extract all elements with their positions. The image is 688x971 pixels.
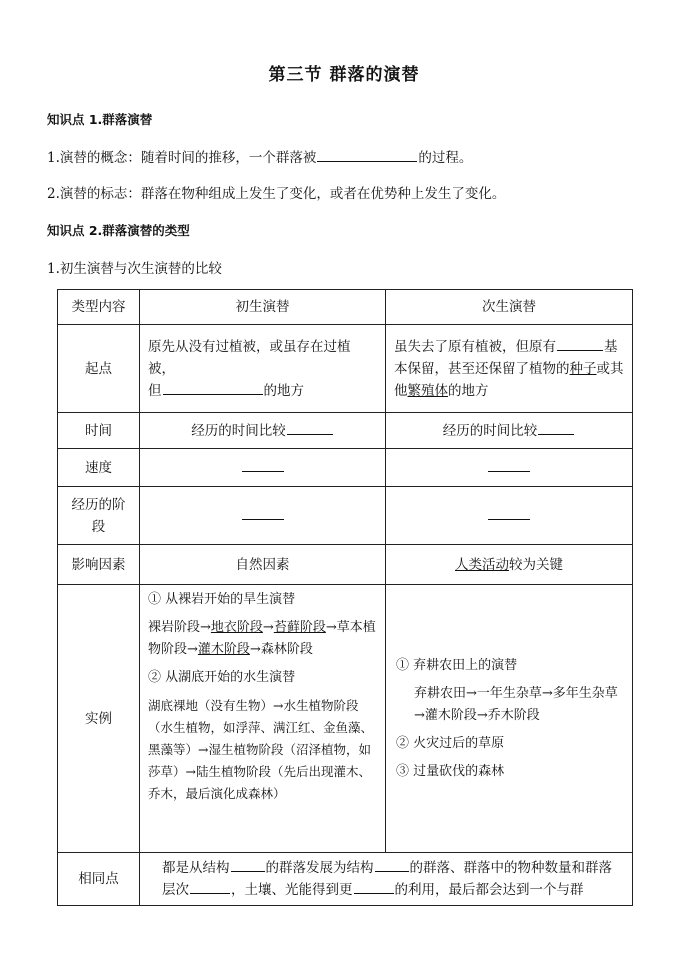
time-secondary-blank: [538, 420, 574, 435]
same-blank-2: [375, 857, 409, 872]
knowledge-point-1: 知识点 1.群落演替: [47, 112, 153, 127]
example-primary-2-title: ② 从湖底开始的水生演替: [148, 670, 296, 685]
same-blank-3: [190, 879, 230, 894]
row-speed: [58, 449, 633, 487]
header-primary: 初生演替: [140, 290, 386, 325]
row-stages: [58, 487, 633, 545]
label-start: 起点: [58, 325, 140, 413]
label-example: 实例: [58, 585, 140, 853]
label-stages: 经历的阶段: [58, 487, 140, 545]
example-secondary-3: ③ 过量砍伐的森林: [396, 763, 505, 779]
label-same: 相同点: [58, 853, 140, 906]
stages-secondary-blank: [488, 505, 530, 520]
time-primary-blank: [287, 420, 333, 435]
table-header-row: [58, 290, 633, 325]
stages-primary: [140, 487, 386, 545]
row-factors: [58, 545, 633, 585]
seed-term: 种子: [569, 360, 597, 377]
speed-primary-blank: [242, 457, 284, 472]
speed-secondary-blank: [488, 457, 530, 472]
start-primary-blank: [163, 380, 263, 395]
example-primary-1-title: ① 从裸岩开始的旱生演替: [148, 592, 296, 607]
row-example: [58, 585, 633, 853]
factors-secondary: 人类活动较为关键: [386, 545, 633, 585]
knowledge-point-2: 知识点 2.群落演替的类型: [47, 223, 190, 238]
example-secondary-2: ② 火灾过后的草原: [396, 735, 505, 751]
label-factors: 影响因素: [58, 545, 140, 585]
example-secondary-1-title: ① 弃耕农田上的演替: [396, 657, 518, 673]
sign-line: 2.演替的标志：群落在物种组成上发生了变化，或者在优势种上发生了变化。: [47, 186, 506, 202]
example-secondary: [386, 585, 633, 853]
row-start: [58, 325, 633, 413]
time-secondary: 经历的时间比较: [386, 413, 633, 449]
example-primary: [140, 585, 386, 853]
same-text: 都是从结构 的群落发展为结构 的群落、群落中的物种数量和群落层次 ，土壤、光能得到更 的利用，最后都会达到一个与群: [140, 853, 633, 906]
stages-primary-blank: [242, 505, 284, 520]
row-same: [58, 853, 633, 906]
concept-suffix: 的过程。: [418, 150, 473, 166]
comparison-table: [57, 289, 633, 906]
page-title: 第三节 群落的演替: [268, 65, 420, 85]
concept-blank: [317, 147, 417, 162]
factors-primary: 自然因素: [140, 545, 386, 585]
speed-secondary: [386, 449, 633, 487]
time-primary: 经历的时间比较: [140, 413, 386, 449]
compare-title: 1.初生演替与次生演替的比较: [47, 261, 222, 277]
same-blank-1: [231, 857, 265, 872]
speed-primary: [140, 449, 386, 487]
label-time: 时间: [58, 413, 140, 449]
example-secondary-1-text: 弃耕农田→一年生杂草→多年生杂草→灌木阶段→乔木阶段: [414, 685, 618, 723]
label-speed: 速度: [58, 449, 140, 487]
concept-line: [47, 146, 472, 166]
start-primary: [140, 325, 386, 413]
concept-prefix: 1.演替的概念：随着时间的推移，一个群落被: [47, 150, 317, 166]
example-primary-2-text: 湖底裸地（没有生物）→水生植物阶段（水生植物，如浮萍、满江红、金鱼藻、黑藻等）→湿生植物阶段（沼泽植物，如莎草）→陆生植物阶段（先后出现灌木、乔木，最后演化成森林）: [148, 698, 374, 801]
header-secondary: 次生演替: [386, 290, 633, 325]
propagule-term: 繁殖体: [407, 382, 448, 399]
start-secondary: 虽失去了原有植被，但原有 基本保留，甚至还保留了植物的种子或其他繁殖体的地方: [386, 325, 633, 413]
start-primary-line2: 但 的地方: [148, 380, 377, 402]
same-blank-4: [354, 879, 394, 894]
header-type: 类型内容: [58, 290, 140, 325]
row-time: [58, 413, 633, 449]
start-secondary-blank: [557, 336, 603, 351]
stages-secondary: [386, 487, 633, 545]
example-primary-1-text: 裸岩阶段→地衣阶段→苔藓阶段→草本植物阶段→灌木阶段→森林阶段: [148, 620, 376, 657]
start-primary-line1: 原先从没有过植被，或虽存在过植被，: [148, 338, 351, 377]
